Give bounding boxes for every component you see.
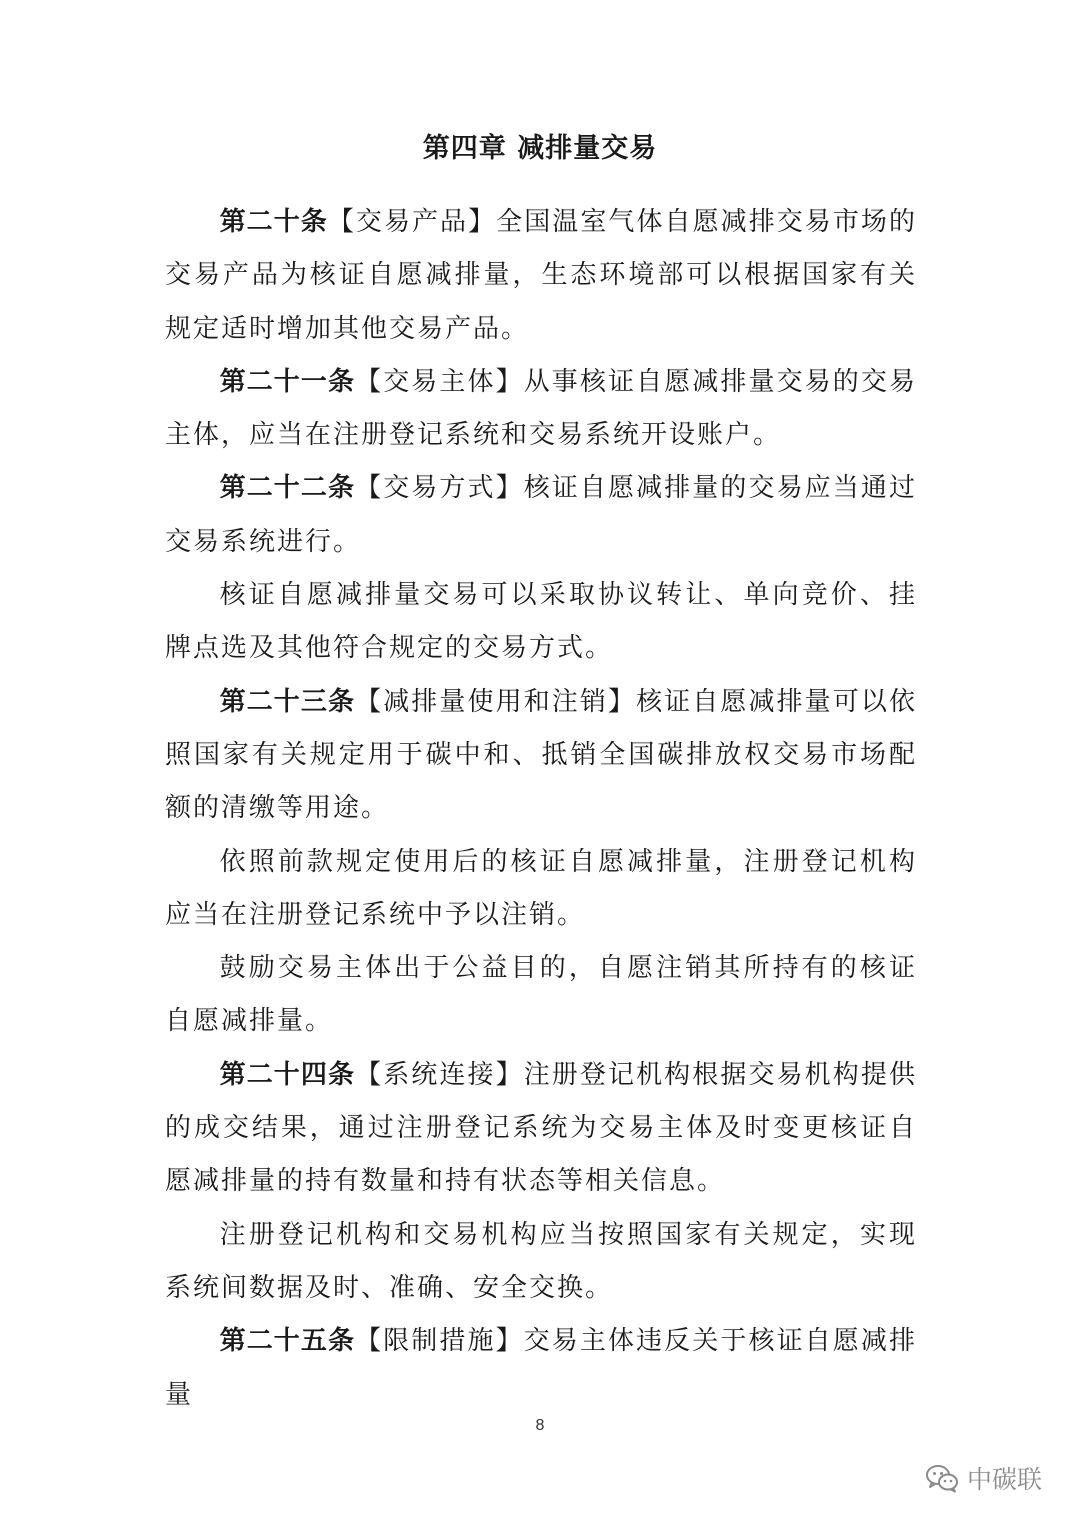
page-number: 8 <box>535 1417 545 1434</box>
article-number: 第二十三条 <box>219 686 356 717</box>
chapter-title: 第四章 减排量交易 <box>422 133 658 164</box>
article-number: 第二十一条 <box>219 366 356 397</box>
paragraph-text: 【系统连接】注册登记机构根据交易机构提供的成交结果，通过注册登记系统为交易主体及时变更核证自愿减排量的持有数量和持有状态等相关信息。 <box>165 1059 917 1197</box>
paragraph-text: 【交易产品】全国温室气体自愿减排交易市场的交易产品为核证自愿减排量，生态环境部可以根据国家有关规定适时增加其他交易产品。 <box>165 207 917 344</box>
paragraph <box>165 356 917 463</box>
paragraph-text: 鼓励交易主体出于公益目的，自愿注销其所持有的核证自愿减排量。 <box>165 953 917 1037</box>
article-number: 第二十二条 <box>219 473 356 504</box>
paragraph-text: 【减排量使用和注销】核证自愿减排量可以依照国家有关规定用于碳中和、抵销全国碳排放权交易市场配额的清缴等用途。 <box>165 686 917 824</box>
paragraph-text: 注册登记机构和交易机构应当按照国家有关规定，实现系统间数据及时、准确、安全交换。 <box>165 1219 917 1303</box>
paragraph <box>165 1049 917 1209</box>
wechat-icon <box>925 1463 959 1493</box>
paragraph-text: 【交易方式】核证自愿减排量的交易应当通过交易系统进行。 <box>165 473 917 557</box>
paragraph <box>165 1209 917 1316</box>
watermark <box>925 1460 1042 1496</box>
article-number: 第二十条 <box>219 207 328 237</box>
paragraph <box>165 676 917 836</box>
paragraph-text: 【限制措施】交易主体违反关于核证自愿减排量 <box>165 1326 917 1410</box>
paragraph-text: 【交易主体】从事核证自愿减排量交易的交易主体，应当在注册登记系统和交易系统开设账户。 <box>165 366 917 451</box>
paragraph <box>165 836 917 943</box>
paragraph <box>165 462 917 569</box>
paragraph-text: 依照前款规定使用后的核证自愿减排量，注册登记机构应当在注册登记系统中予以注销。 <box>165 846 917 930</box>
article-number: 第二十五条 <box>219 1326 356 1357</box>
watermark-text: 中碳联 <box>966 1465 1042 1494</box>
paragraph <box>165 942 917 1049</box>
paragraph <box>165 569 917 676</box>
paragraph <box>165 196 917 356</box>
body-text <box>165 196 917 1422</box>
paragraph-text: 核证自愿减排量交易可以采取协议转让、单向竞价、挂牌点选及其他符合规定的交易方式。 <box>165 580 917 664</box>
paragraph <box>165 1315 917 1422</box>
article-number: 第二十四条 <box>219 1059 356 1090</box>
